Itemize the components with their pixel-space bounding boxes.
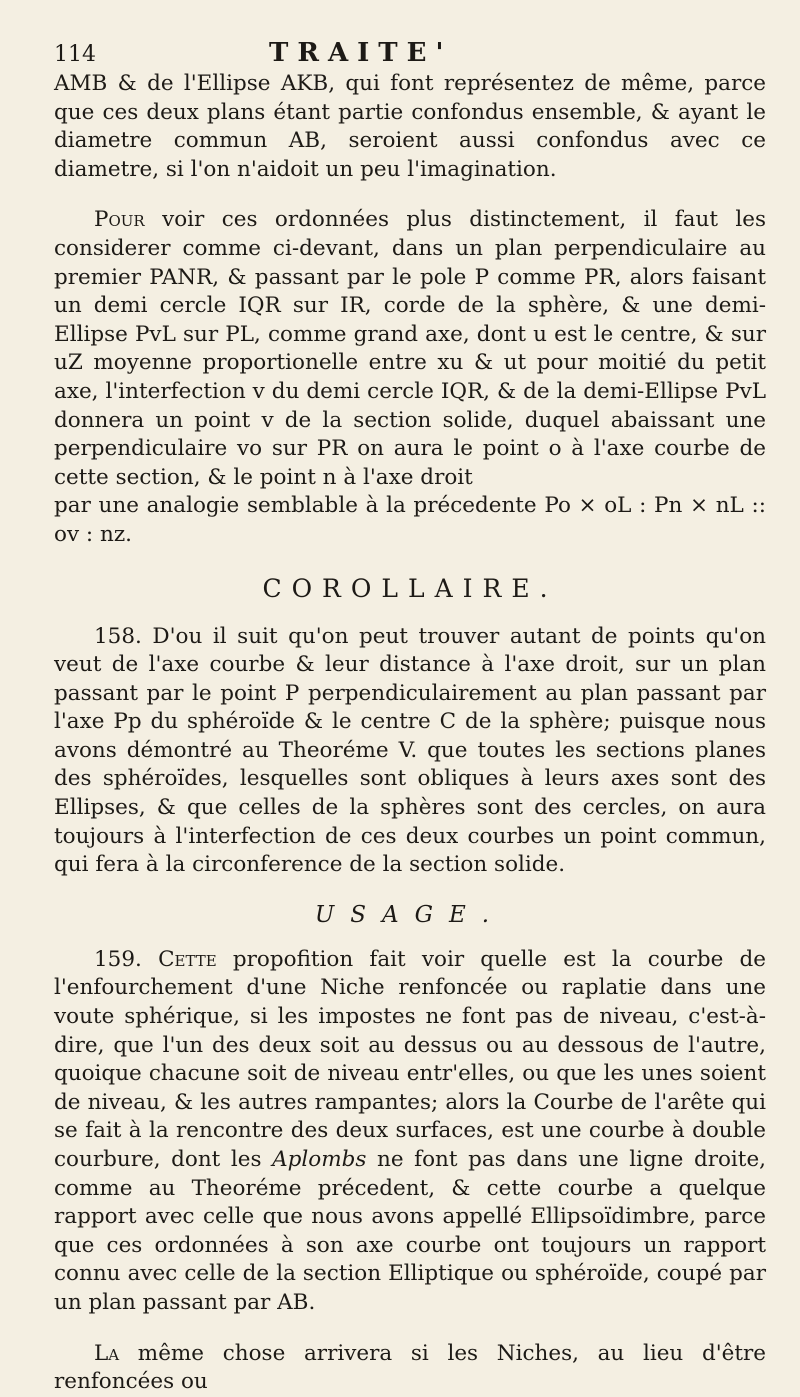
paragraph-158 — [54, 623, 766, 880]
corollaire-heading: COROLLAIRE. — [262, 573, 558, 603]
paragraph-last — [54, 1340, 766, 1397]
paragraph-body: même chose arrivera si les Niches, au lieu d'être renfoncées ou — [54, 1340, 766, 1395]
paragraph-body: D'ou il suit qu'on peut trouver autant de points qu'on veut de l'axe courbe & leur distance à l'axe droit, sur un plan passant par le point P perpendiculairement au plan passant par l'axe Pp du sphéroïde & le centre C de la sphère; puisque nous avons démontré au Theoréme V. que toutes les sections planes des sphéroïdes, lesquelles sont obliques à leurs axes sont des Ellipses, & que celles de la sphères sont des cercles, on aura toujours à l'interfection de ces deux courbes un point commun, qui fera à la circonference de la section solide. — [54, 623, 766, 878]
analogy-line — [54, 492, 766, 549]
usage-heading: USAGE. — [314, 901, 506, 928]
paragraph-159 — [54, 946, 766, 1318]
paragraph-body: voir ces ordonnées plus distinctement, il faut les considerer comme ci-devant, dans un plan perpendiculaire au premier PANR, & passant par le pole P comme PR, alors faisant un demi cercle IQR sur IR, corde de la sphère, & une demi-Ellipse PvL sur PL, comme grand axe, dont u est le centre, & sur uZ moyenne proportionelle entre xu & ut pour moitié du petit axe, l'interfection v du demi cercle IQR, & de la demi-Ellipse PvL donnera un point v de la section solide, duquel abaissant une perpendiculaire vo sur PR on aura le point o à l'axe courbe de cette section, & le point n à l'axe droit — [54, 207, 766, 490]
paragraph-ordonnees — [54, 206, 766, 492]
paragraph-number: 159. — [94, 946, 142, 972]
page-number: 114 — [54, 42, 96, 67]
paragraph-number: 158. — [94, 623, 142, 649]
analogy-formula: Po × oL : Pn × nL :: ov : nz. — [54, 493, 766, 547]
paragraph-lead: Pour — [94, 207, 145, 233]
paragraph-body-continued: ne font pas dans une ligne droite, comme au Theoréme précedent, & cette courbe a quelque rapport avec celle que nous avons appellé Ellipsoïdimbre, parce que ces ordonnées à son axe courbe ont toujours un rapport connu avec celle de la section Elliptique ou sphéroïde, coupé par un plan passant par AB. — [54, 1147, 767, 1315]
analogy-prefix: par une analogie semblable à la précedente — [54, 493, 545, 519]
body-text — [54, 70, 766, 1397]
running-title: TRAITE' — [269, 38, 453, 68]
paragraph-lead: La — [94, 1340, 120, 1366]
paragraph-body: propofition fait voir quelle est la courbe de l'enfourchement d'une Niche renfoncée ou raplatie dans une voute sphérique, si les impostes ne font pas de niveau, c'est-à-dire, que l'un des deux soit au dessus ou au dessous de l'autre, quoique chacune soit de niveau entr'elles, ou que les unes soient de niveau, & les autres rampantes; alors la Courbe de l'arête qui se fait à la rencontre des deux surfaces, est une courbe à double courbure, dont les — [54, 946, 766, 1172]
paragraph-lead: Cette — [158, 946, 217, 972]
italic-term-aplombs: Aplombs — [272, 1147, 367, 1172]
paragraph-continuation: AMB & de l'Ellipse AKB, qui font représentez de même, parce que ces deux plans étant partie confondus ensemble, & ayant le diametre commun AB, seroient aussi confondus avec ce diametre, si l'on n'aidoit un peu l'imagination. — [54, 71, 766, 182]
